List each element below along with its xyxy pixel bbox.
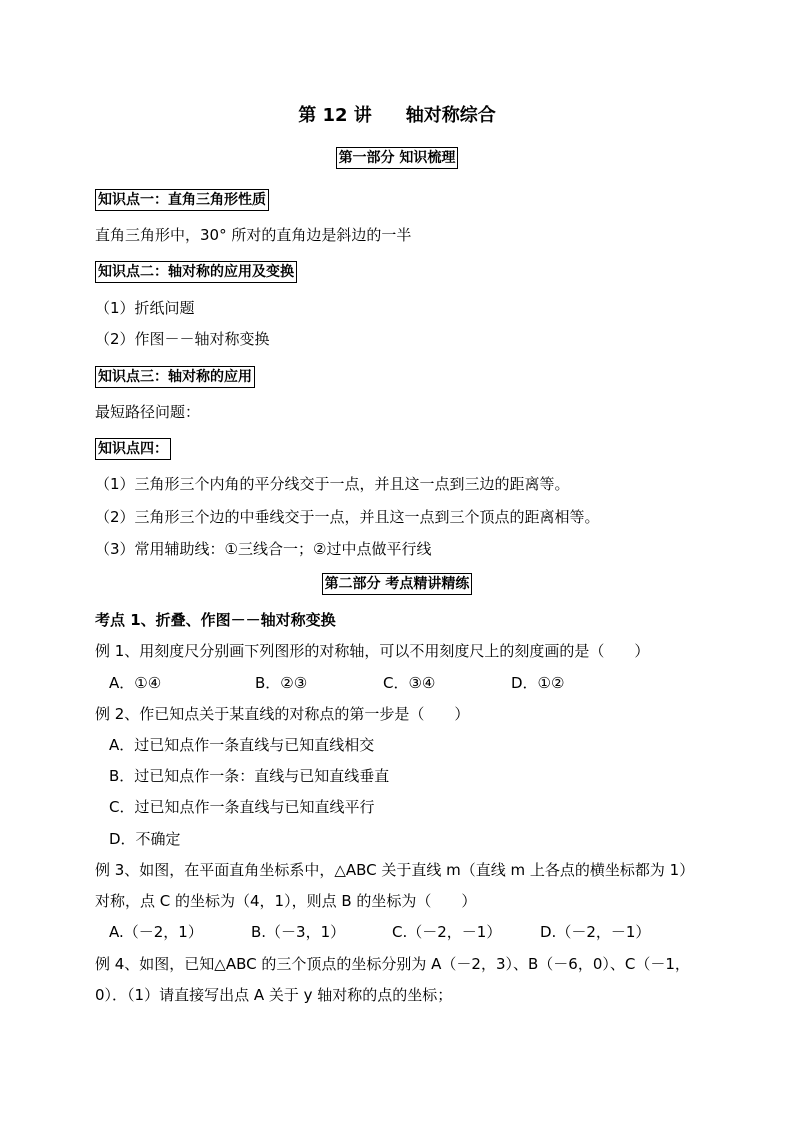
part1-heading-row <box>0 147 794 169</box>
k4-heading: 知识点四： <box>95 438 171 460</box>
option-c: C．③④ <box>383 674 436 692</box>
example-1-question: 例 1、用刻度尺分别画下列图形的对称轴，可以不用刻度尺上的刻度画的是（ ） <box>95 642 650 660</box>
k1-heading-row <box>95 189 269 211</box>
option-d: D．①② <box>511 674 565 692</box>
example-3-question-line-1: 例 3、如图，在平面直角坐标系中，△ABC 关于直线 m（直线 m 上各点的横坐标都为 1） <box>95 861 695 879</box>
k1-text: 直角三角形中，30° 所对的直角边是斜边的一半 <box>95 226 412 244</box>
kaodian-1-heading: 考点 1、折叠、作图－－轴对称变换 <box>95 611 336 629</box>
option-b: B．②③ <box>255 674 308 692</box>
page-title <box>0 104 794 128</box>
k3-heading-row <box>95 366 255 388</box>
example-2-option-c: C．过已知点作一条直线与已知直线平行 <box>109 798 375 816</box>
k4-item-1: （1）三角形三个内角的平分线交于一点，并且这一点到三边的距离等。 <box>95 475 570 493</box>
example-2-option-d: D．不确定 <box>109 830 181 848</box>
k1-heading: 知识点一：直角三角形性质 <box>95 189 269 211</box>
k2-item-2: （2）作图－－轴对称变换 <box>95 330 270 348</box>
part1-heading: 第一部分 知识梳理 <box>336 147 459 169</box>
example-3-question-line-2: 对称，点 C 的坐标为（4，1），则点 B 的坐标为（ ） <box>95 892 477 910</box>
lecture-topic: 轴对称综合 <box>405 105 496 126</box>
part2-heading-row <box>0 573 794 595</box>
example-2-option-a: A．过已知点作一条直线与已知直线相交 <box>109 736 375 754</box>
option-a: A．①④ <box>109 674 162 692</box>
option-a: A.（－2，1） <box>109 923 203 941</box>
k2-heading-row <box>95 261 297 283</box>
k4-item-3: （3）常用辅助线：①三线合一；②过中点做平行线 <box>95 540 432 558</box>
k4-heading-row <box>95 438 171 460</box>
k4-item-2: （2）三角形三个边的中垂线交于一点，并且这一点到三个顶点的距离相等。 <box>95 508 600 526</box>
option-b: B.（－3，1） <box>251 923 346 941</box>
option-c: C.（－2，－1） <box>392 923 502 941</box>
example-2-option-b: B．过已知点作一条：直线与已知直线垂直 <box>109 767 390 785</box>
option-d: D.（－2，－1） <box>540 923 651 941</box>
lecture-number: 第 12 讲 <box>298 105 372 126</box>
k3-heading: 知识点三：轴对称的应用 <box>95 366 255 388</box>
k3-text: 最短路径问题： <box>95 403 201 421</box>
k2-heading: 知识点二：轴对称的应用及变换 <box>95 261 297 283</box>
example-4-question-line-1: 例 4、如图，已知△ABC 的三个顶点的坐标分别为 A（－2，3）、B（－6，0）、C（－1， <box>95 955 690 973</box>
example-2-question: 例 2、作已知点关于某直线的对称点的第一步是（ ） <box>95 705 470 723</box>
k2-item-1: （1）折纸问题 <box>95 299 195 317</box>
example-4-question-line-2: 0）．（1）请直接写出点 A 关于 y 轴对称的点的坐标； <box>95 986 453 1004</box>
part2-heading: 第二部分 考点精讲精练 <box>322 573 473 595</box>
